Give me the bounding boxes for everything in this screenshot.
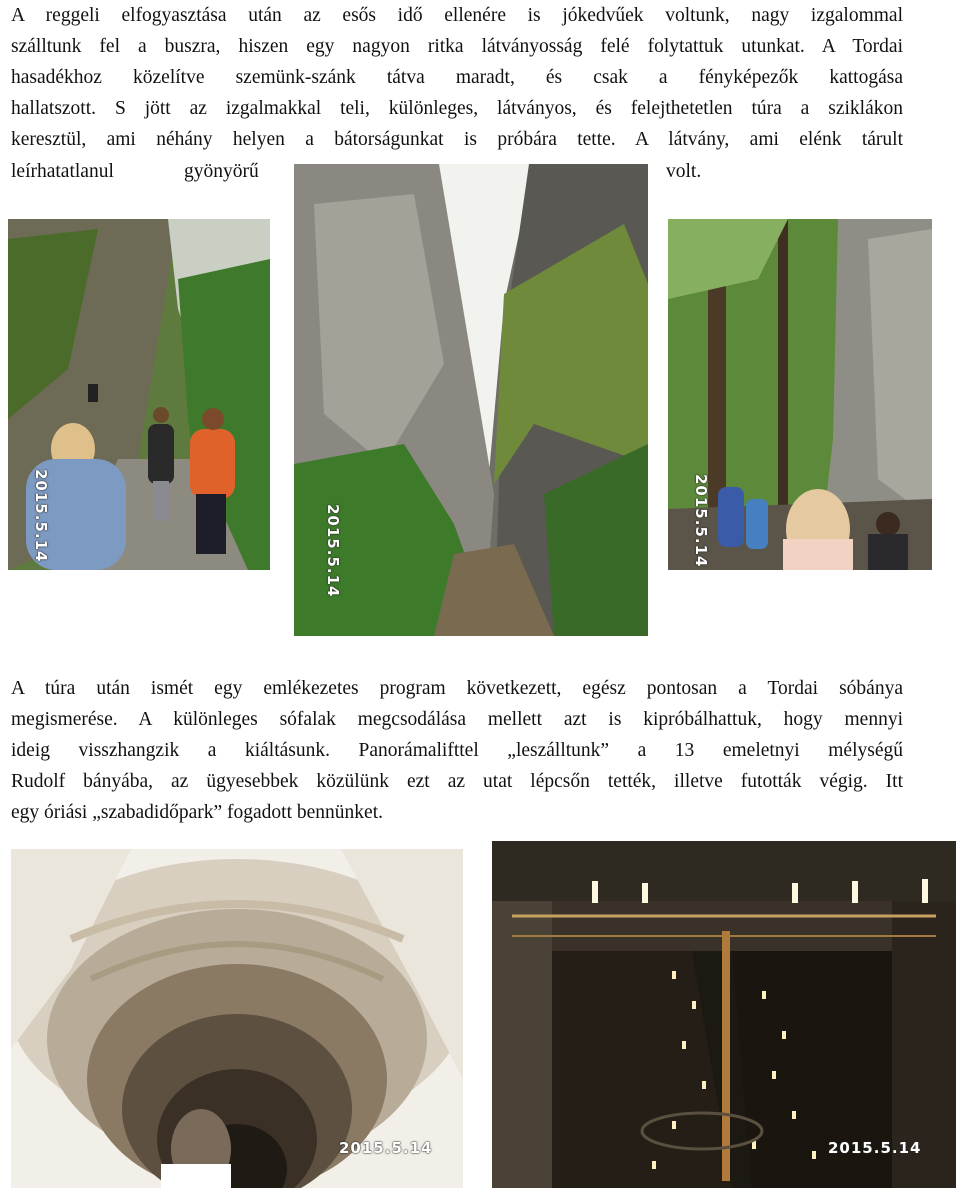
- text-line: A túra után ismét egy emlékezetes program következett, egész pontosan a Tordai sóbánya: [11, 678, 903, 699]
- text-line: megismerése. A különleges sófalak megcsodálása mellett azt is kipróbálhattuk, hogy mennyi: [11, 709, 903, 730]
- text-fragment: leírhatatlanul: [11, 161, 114, 182]
- date-stamp: 2015.5.14: [324, 504, 342, 598]
- text-line: egy óriási „szabadidőpark” fogadott bennünket.: [11, 802, 383, 823]
- date-stamp: 2015.5.14: [692, 474, 710, 568]
- text-line: keresztül, ami néhány helyen a bátorságunkat is próbára tette. A látvány, ami elénk tárult: [11, 129, 903, 150]
- text-line: ideig visszhangzik a kiáltásunk. Panorámalifttel „leszálltunk” a 13 emeletnyi mélységű: [11, 740, 903, 761]
- photo-gorge-path: [8, 219, 270, 570]
- text-line: A reggeli elfogyasztása után az esős idő ellenére is jókedvűek voltunk, nagy izgalommal: [11, 5, 903, 26]
- intro-paragraph: [11, 0, 903, 155]
- text-fragment: gyönyörű: [184, 161, 259, 182]
- photo-gorge-walls: [294, 164, 648, 636]
- date-stamp: 2015.5.14: [339, 1139, 433, 1157]
- text-fragment: volt.: [666, 161, 702, 182]
- text-line: hallatszott. S jött az izgalmakkal teli, különleges, látványos, és felejthetetlen túra a sziklákon: [11, 98, 903, 119]
- text-line: Rudolf bányába, az ügyesebbek közülünk ezt az utat lépcsőn tették, illetve futották végig. Itt: [11, 771, 903, 792]
- salt-mine-paragraph: [11, 673, 903, 828]
- photo-salt-mine-hall: [492, 841, 956, 1188]
- date-stamp: 2015.5.14: [828, 1139, 922, 1157]
- photo-forest-group: [668, 219, 932, 570]
- text-line: hasadékhoz közelítve szemünk-szánk tátva maradt, és csak a fényképezők kattogása: [11, 67, 903, 88]
- date-stamp: 2015.5.14: [32, 469, 50, 563]
- photo-salt-cave: [11, 849, 463, 1188]
- text-line: szálltunk fel a buszra, hiszen egy nagyon ritka látványosság felé folytattuk utunkat. A Tordai: [11, 36, 903, 57]
